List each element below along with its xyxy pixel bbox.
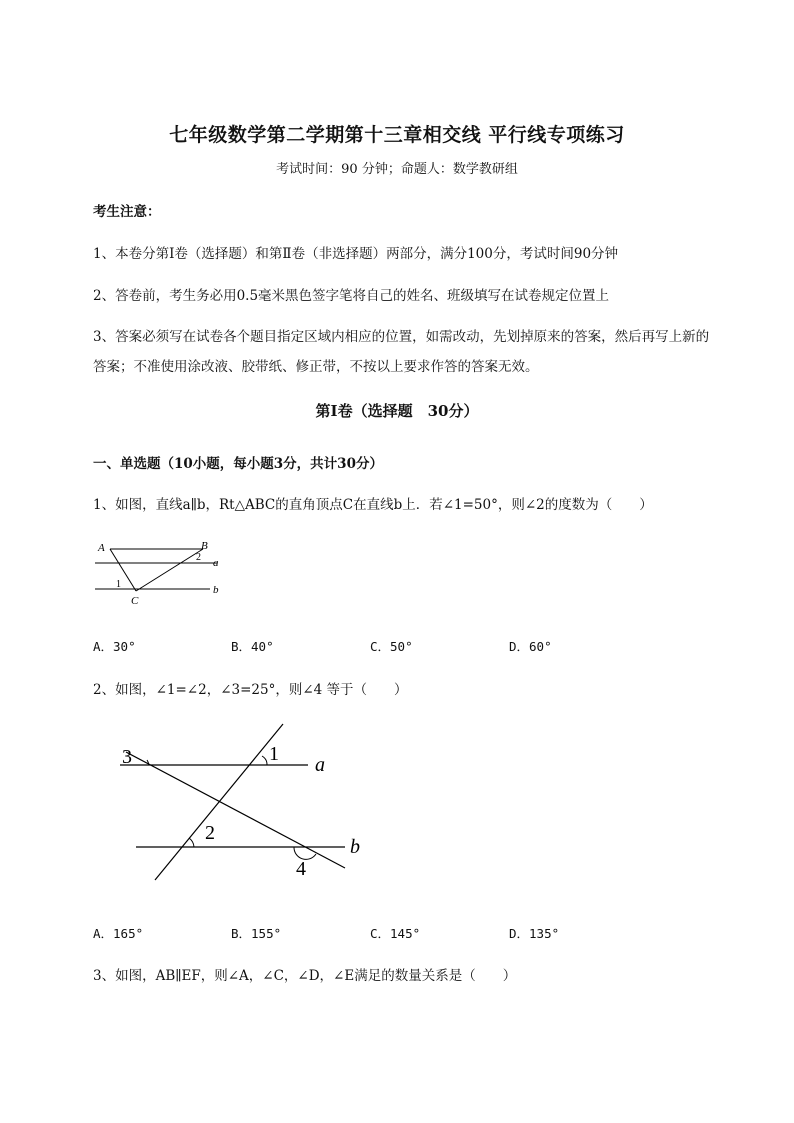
q2-option-d[interactable]: D．135° bbox=[509, 926, 560, 941]
side-bc bbox=[136, 549, 203, 591]
q2-option-b[interactable]: B．155° bbox=[231, 926, 282, 941]
q1-option-c[interactable]: C．50° bbox=[370, 639, 413, 654]
label-angle-4: 4 bbox=[296, 858, 306, 880]
label-a-point: A bbox=[98, 542, 105, 554]
label-line-a: a bbox=[213, 557, 219, 569]
part-heading: 一、单选题（10小题，每小题3分，共计30分） bbox=[93, 456, 383, 472]
exam-info: 考试时间：90 分钟；命题人：数学教研组 bbox=[276, 162, 518, 177]
side-ac bbox=[110, 549, 136, 591]
transversal-2 bbox=[155, 724, 283, 880]
q2-option-c[interactable]: C．145° bbox=[370, 926, 421, 941]
label-angle-2: 2 bbox=[205, 822, 215, 844]
notes-heading: 考生注意： bbox=[93, 204, 161, 220]
label-angle-2: 2 bbox=[196, 552, 201, 563]
note-item-3: 3、答案必须写在试卷各个题目指定区域内相应的位置，如需改动，先划掉原来的答案，然后再写上新的答案；不准使用涂改液、胶带纸、修正带，不按以上要求作答的答案无效。 bbox=[93, 329, 710, 375]
q1-option-b[interactable]: B．40° bbox=[231, 639, 274, 654]
note-item-2: 2、答卷前，考生务必用0.5毫米黑色签字笔将自己的姓名、班级填写在试卷规定位置上 bbox=[93, 288, 610, 304]
q1-option-d[interactable]: D．60° bbox=[509, 639, 552, 654]
q1-option-a[interactable]: A．30° bbox=[93, 639, 136, 654]
question-1-text: 1、如图，直线a∥b，Rt△ABC的直角顶点C在直线b上．若∠1=50°，则∠2的度数为（ ） bbox=[93, 497, 653, 513]
q2-option-a[interactable]: A．165° bbox=[93, 926, 144, 941]
label-line-b: b bbox=[350, 836, 360, 858]
label-angle-1: 1 bbox=[269, 743, 279, 765]
angle-2-arc bbox=[189, 838, 194, 847]
angle-1-arc bbox=[262, 756, 267, 765]
label-c-point: C bbox=[131, 595, 139, 607]
transversal-1 bbox=[126, 752, 345, 868]
page-title: 七年级数学第二学期第十三章相交线 平行线专项练习 bbox=[169, 124, 625, 146]
question-1-figure bbox=[90, 535, 230, 610]
label-angle-3: 3 bbox=[122, 746, 132, 768]
label-angle-1: 1 bbox=[116, 579, 121, 590]
label-line-b: b bbox=[213, 584, 219, 596]
label-b-point: B bbox=[201, 540, 208, 552]
question-2-figure bbox=[110, 718, 380, 888]
note-item-1: 1、本卷分第I卷（选择题）和第Ⅱ卷（非选择题）两部分，满分100分，考试时间90分钟 bbox=[93, 246, 619, 262]
label-line-a: a bbox=[315, 754, 325, 776]
question-2-text: 2、如图，∠1=∠2，∠3=25°，则∠4 等于（ ） bbox=[93, 682, 408, 698]
question-3-text: 3、如图，AB∥EF，则∠A，∠C，∠D，∠E满足的数量关系是（ ） bbox=[93, 968, 517, 984]
section-title: 第I卷（选择题 30分） bbox=[315, 402, 479, 420]
